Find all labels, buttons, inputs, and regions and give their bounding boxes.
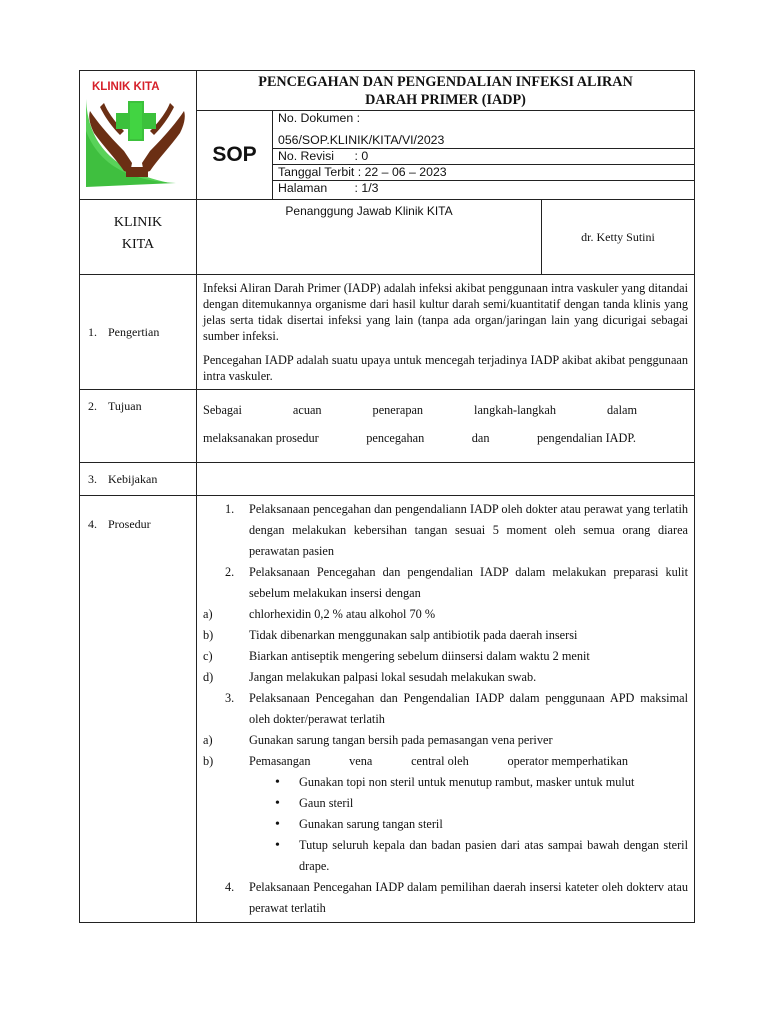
no-dokumen-value: 056/SOP.KLINIK/KITA/VI/2023 [273,133,695,149]
procedure-item-text: Tutup seluruh kepala dan badan pasien dari atas sampai bawah dengan steril drape. [299,838,689,874]
procedure-item [203,877,688,919]
procedure-item [203,646,688,667]
procedure-item-text: Jangan melakukan palpasi lokal sesudah melakukan swab. [249,670,537,685]
procedure-item-text-part: operator memperhatikan [507,754,628,769]
procedure-item-text: Gaun steril [299,796,354,811]
procedure-item [203,772,688,793]
procedure-item [203,751,688,772]
pengertian-paragraph-2: Pencegahan IADP adalah suatu upaya untuk mencegah terjadinya IADP akibat akibat penggunaan intra vaskuler. [203,353,689,384]
procedure-item-marker: 4. [225,880,235,895]
sop-table [79,70,695,923]
procedure-item-text: chlorhexidin 0,2 % atau alkohol 70 % [249,607,436,622]
no-dokumen-label: No. Dokumen : [273,111,695,134]
procedure-item-text-part: vena [349,754,373,769]
tanggal-terbit: Tanggal Terbit : 22 – 06 – 2023 [273,165,695,181]
procedure-item-marker: • [275,796,280,812]
section-content-prosedur [197,496,695,923]
procedure-item [203,730,688,751]
procedure-item-marker: • [275,838,280,854]
section-content-kebijakan [197,463,695,496]
sop-document [79,70,694,923]
procedure-item-marker: d) [203,670,214,685]
procedure-item-text [249,751,688,772]
procedure-item-text: Gunakan sarung tangan steril [299,817,443,832]
sop-label: SOP [197,111,273,200]
procedure-item-marker: 1. [225,502,235,517]
title-line-2: DARAH PRIMER (IADP) [365,92,526,108]
section-label-pengertian: 1. Pengertian [80,275,197,390]
procedure-item-marker: c) [203,649,213,664]
section-content-tujuan [197,390,695,463]
clinic-name [80,200,197,275]
section-label-tujuan: 2. Tujuan [80,390,197,463]
clinic-logo [80,71,195,195]
procedure-item-text: Pelaksanaan Pencegahan IADP dalam pemilihan daerah insersi kateter oleh dokterv atau perawat terlatih [249,880,689,916]
tujuan-line-1: Sebagai acuan penerapan langkah-langkah dalam [203,403,638,418]
procedure-item-text: Pelaksanaan Pencegahan dan pengendalian IADP dalam melakukan preparasi kulit sebelum melakukan insersi dengan [249,565,689,601]
procedure-item-text: Pelaksanaan pencegahan dan pengendaliann IADP oleh dokter atau perawat yang terlatih dengan melakukan kebersihan tangan sesuai 5 moment oleh semua orang diarea perawatan pasien [249,502,689,559]
procedure-item-text: Biarkan antiseptik mengering sebelum diinsersi dalam waktu 2 menit [249,649,590,664]
procedure-item-text: Pelaksanaan Pencegahan dan Pengendalian IADP dalam penggunaan APD maksimal oleh dokter/perawat terlatih [249,691,689,727]
procedure-item [203,793,688,814]
procedure-item-marker: • [275,817,280,833]
section-label-prosedur: 4. Prosedur [80,496,197,923]
clinic-name-line-1: KLINIK [113,215,163,231]
procedure-item-marker: 3. [225,691,235,706]
procedure-item [203,667,688,688]
procedure-item-marker: a) [203,733,213,748]
clinic-logo-cell [80,71,197,200]
procedure-item [203,604,688,625]
procedure-item [203,814,688,835]
tujuan-line-2: melaksanakan prosedur pencegahan dan pengendalian IADP. [203,431,636,446]
procedure-item-marker: b) [203,754,214,769]
clinic-name-line-2: KITA [121,237,155,253]
procedure-item [203,562,688,604]
section-label-kebijakan: 3. Kebijakan [80,463,197,496]
section-content-pengertian [197,275,695,390]
procedure-item-marker: 2. [225,565,235,580]
procedure-item [203,835,688,877]
procedure-item [203,499,688,562]
pengertian-paragraph-1: Infeksi Aliran Darah Primer (IADP) adalah infeksi akibat penggunaan intra vaskuler yang ditandai dengan ditemukannya organisme dari hasil kultur darah semi/kuantitatif dengan tanda klinis yang jelas serta tidak disertai infeksi yang lain (tanpa ada organ/jaringan lain yang dicurigai sebagai sumber infeksi. [203,281,689,344]
procedure-item-text-part: Pemasangan [249,754,311,769]
document-title [197,71,695,111]
procedure-item-text: Gunakan topi non steril untuk menutup rambut, masker untuk mulut [299,775,635,790]
procedure-item-text: Tidak dibenarkan menggunakan salp antibiotik pada daerah insersi [249,628,578,643]
procedure-item [203,688,688,730]
procedure-item-text-part: central oleh [411,754,469,769]
procedure-item-marker: • [275,775,280,791]
procedure-item-text: Gunakan sarung tangan bersih pada pemasangan vena periver [249,733,553,748]
procedure-item-marker: a) [203,607,213,622]
title-line-1: PENCEGAHAN DAN PENGENDALIAN INFEKSI ALIRAN [258,74,633,90]
procedure-item-marker: b) [203,628,214,643]
no-revisi: No. Revisi : 0 [273,149,695,165]
halaman: Halaman : 1/3 [273,181,695,200]
signatory: dr. Ketty Sutini [542,200,695,275]
logo-text: KLINIK KITA [92,81,160,93]
penanggung-jawab: Penanggung Jawab Klinik KITA [197,200,542,275]
procedure-item [203,625,688,646]
